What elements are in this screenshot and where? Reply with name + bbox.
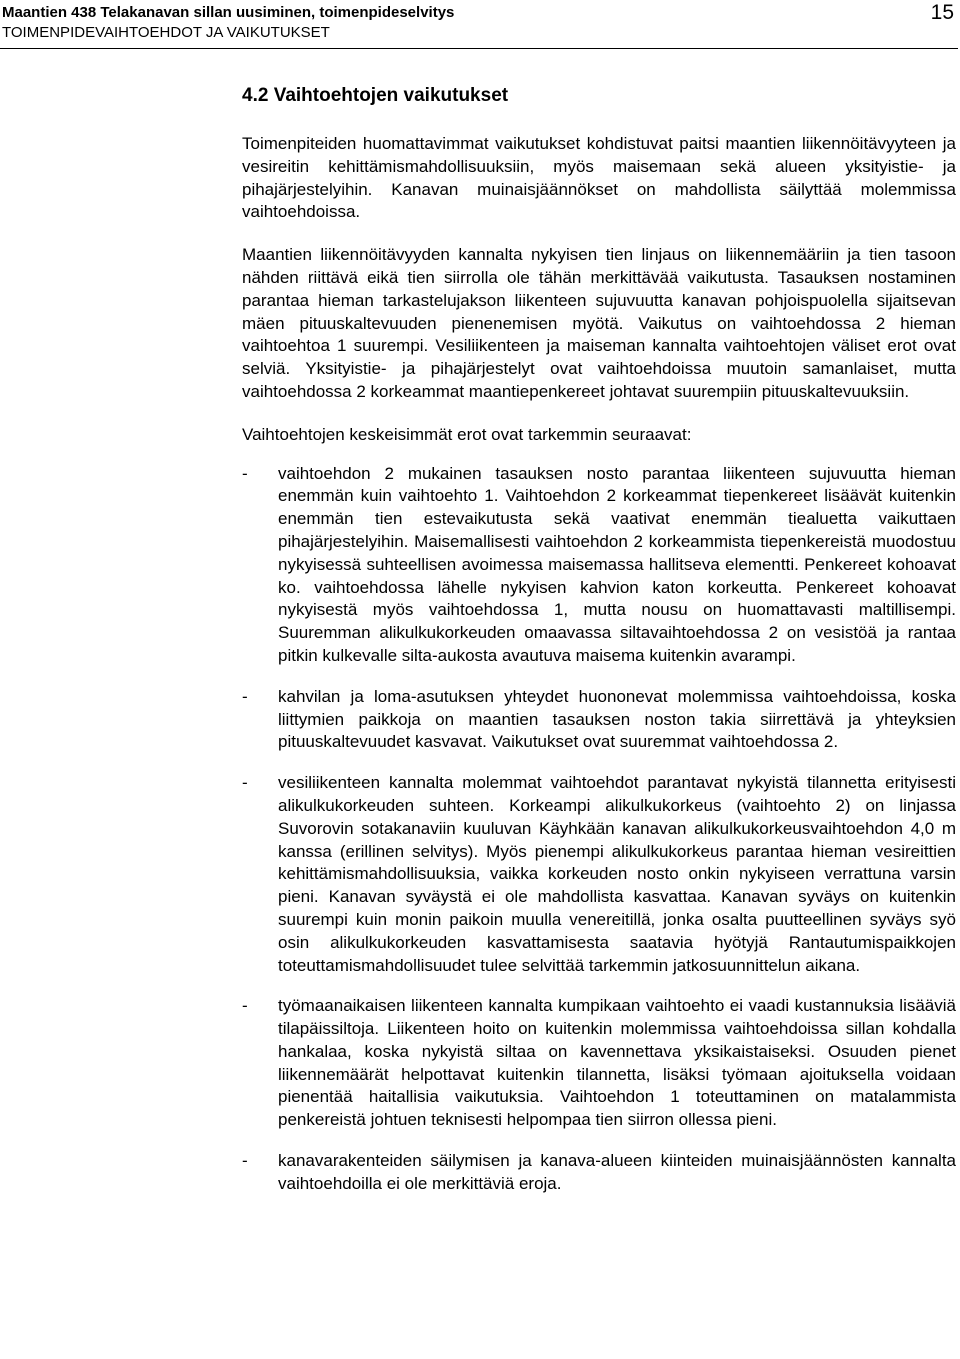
page-number: 15 [930,1,954,24]
list-item [242,686,956,754]
header-divider [0,48,958,49]
paragraph: Toimenpiteiden huomattavimmat vaikutukset kohdistuvat paitsi maantien liikennöitävyyteen ja vesireitin kehittämismahdollisuuksiin, myös maisemaan sekä alueen yksityistie- ja pihajärjestelyihin. Kanavan muinaisjäännökset on mahdollista säilyttää molemmissa vaihtoehdoissa. [242,134,956,222]
list-item-text: työmaanaikaisen liikenteen kannalta kumpikaan vaihtoehto ei vaadi kustannuksia lisääviä tilapäissiltoja. Liikenteen hoito on kuitenkin molemmissa vaihtoehdoissa sillan kohdalla hankalaa, koska nykyistä siltaa on kavennettava yksikaistaiseksi. Osuuden pienet liikennemäärät helpottavat kuitenkin tilannetta, lisäksi työmaan ajoituksella voidaan pienentää haitallisia vaikutuksia. Vaihtoehdon 1 toteuttaminen on matalammista penkereistä johtuen teknisesti helpompaa tien siirron ollessa pieni. [278,996,956,1130]
bullet-dash: - [242,773,248,793]
bullet-dash: - [242,996,248,1016]
section-heading: 4.2 Vaihtoehtojen vaikutukset [242,85,509,106]
paragraph: Maantien liikennöitävyyden kannalta nykyisen tien linjaus on liikennemääriin ja tien tasoon nähden riittävä eikä tien siirrolla ole tähän merkittävää vaikutusta. Tasauksen nostaminen parantaa hieman tarkastelujakson liikenteen sujuvuutta kanavan pohjoispuolella sijaitsevan mäen pituuskaltevuuden pienenemisen myötä. Vaikutus on vaihtoehdossa 2 hieman vaihtoehtoa 1 suurempi. Vesiliikenteen ja maiseman kannalta vaihtoehtojen väliset erot ovat selviä. Yksityistie- ja pihajärjestelyt ovat vaihtoehdoissa muutoin samanlaiset, mutta vaihtoehdossa 2 korkeammat maantiepenkereet johtavat suurempiin pituuskaltevuuksiin. [242,245,956,401]
differences-list [242,463,956,1196]
list-item [242,463,956,668]
list-item-text: kahvilan ja loma-asutuksen yhteydet huononevat molemmissa vaihtoehdoissa, koska liittymien paikkoja on maantien tasauksen noston takia siirrettävä ja yhteyksien pituuskaltevuudet kasvavat. Vaikutukset ovat suuremmat vaihtoehdossa 2. [278,686,956,752]
bullet-dash: - [242,463,248,483]
list-item-text: vesiliikenteen kannalta molemmat vaihtoehdot parantavat nykyistä tilannetta erityisesti alikulkukorkeuden suhteen. Korkeampi alikulkukorkeus (vaihtoehto 2) on linjassa Suvorovin sotakanaviin kuuluvan Käyhkään kanavan alikulkukorkeusvaihtoehdon 4,0 m kanssa (erillinen selvitys). Myös pienempi alikulkukorkeus parantaa hieman vesireittien kehittämismahdollisuuksia, vaikka korkeuden nosto onkin nykyiseen verrattuna varsin pieni. Kanavan syväystä ei ole mahdollista kasvattaa. Kanavan syväys on kuitenkin suurempi kuin monin paikoin muulla venereitillä, jonka osalta puutteellinen syväys syö osin alikulkukorkeuden kasvattamisesta saatavia hyötyjä Rantautumispaikkojen toteuttamismahdollisuudet tulee selvittää tarkemmin jatkosuunnittelun aikana. [278,773,956,975]
page-body [242,84,956,1214]
chapter-title: TOIMENPIDEVAIHTOEHDOT JA VAIKUTUKSET [2,24,330,41]
list-item [242,772,956,977]
list-item [242,1150,956,1196]
list-item [242,995,956,1132]
list-item-text: vaihtoehdon 2 mukainen tasauksen nosto parantaa liikenteen sujuvuutta hieman enemmän kuin vaihtoehto 1. Vaihtoehdon 2 korkeammat tiepenkereet lisäävät kuitenkin enemmän tien estevaikutusta sekä vaativat enemmän tiealuetta vaikuttaen pihajärjestelyihin. Maisemallisesti vaihtoehdon 2 korkeammista tiepenkereistä muodostuu nykyisessä suhteellisen avoimessa maisemassa hallitseva elementti. Penkereet kohoavat ko. vaihtoehdossa lähelle nykyisen kahvion katon korkeutta. Penkereet kohoavat nykyisestä myös vaihtoehdossa 1, mutta nousu on huomattavasti maltillisempi. Suuremman alikulkukorkeuden omaavassa siltavaihtoehdossa 2 on vesistöä ja rantaa pitkin kulkevalle silta-aukosta avautuva maisema kuitenkin avarampi. [278,463,956,665]
bullet-dash: - [242,686,248,706]
list-item-text: kanavarakenteiden säilymisen ja kanava-alueen kiinteiden muinaisjäännösten kannalta vaihtoehdoilla ei ole merkittäviä eroja. [278,1151,956,1193]
bullet-dash: - [242,1151,248,1171]
document-title: Maantien 438 Telakanavan sillan uusiminen, toimenpideselvitys [2,4,455,21]
list-intro: Vaihtoehtojen keskeisimmät erot ovat tarkemmin seuraavat: [242,424,692,444]
page-header [0,0,960,52]
